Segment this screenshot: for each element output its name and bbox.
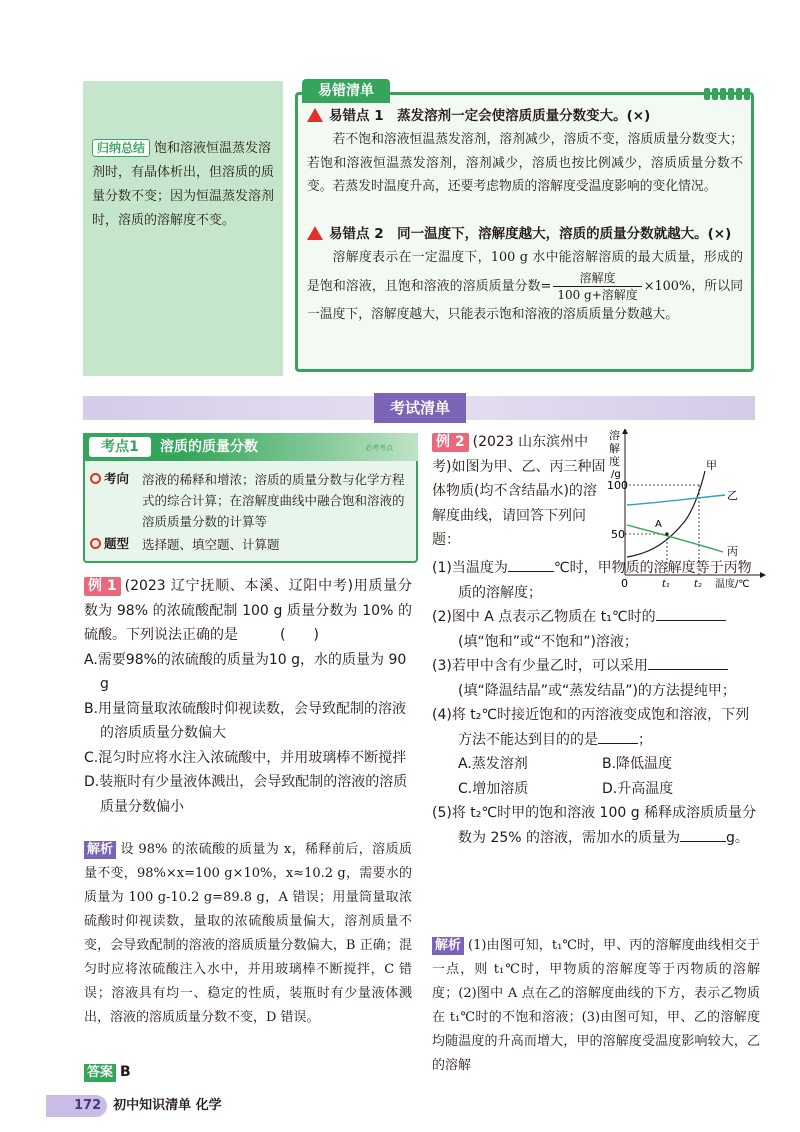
x-tick-t2: t₂: [694, 579, 703, 590]
page-number: 172: [46, 1095, 107, 1117]
question-5: [432, 801, 760, 850]
mistake-1-title: 易错点 1 蒸发溶剂一定会使溶质质量分数变大。(×): [329, 108, 651, 124]
exam-point-title: 溶质的质量分数: [160, 439, 258, 455]
example-2-analysis: [432, 934, 760, 1078]
example-2-analysis-text: (1)由图可知，t₁℃时，甲、丙的溶解度曲线相交于一点，则 t₁℃时，甲物质的溶解度等于丙物质的溶解度；(2)图中 A 点在乙的溶解度曲线的下方，表示乙物质在 t₁℃时的不饱和溶液；(3)由图可知，甲、乙的溶解度均随温度的升高而增大，甲的溶解度受温度影响较大，乙的溶解: [432, 938, 760, 1073]
example-1-answer: [84, 1062, 131, 1082]
example-1: [84, 574, 412, 819]
mistake-item-1: [307, 104, 743, 199]
must-test-badge: 必考考点: [365, 444, 393, 452]
option-a: A.蒸发溶剂: [458, 756, 528, 772]
answer-blank-2[interactable]: [656, 606, 726, 621]
example-1-tag: 例 1: [84, 577, 121, 596]
answer-blank-3[interactable]: [648, 655, 728, 670]
question-5-text-a: (5)将 t₂℃时甲的饱和溶液 100 g 稀释成溶质质量分数为 25% 的溶液，需加水的质量为: [432, 805, 757, 846]
example-2-intro: [432, 430, 607, 553]
x-axis-label: 温度/℃: [715, 579, 750, 590]
mistake-2-title: 易错点 2 同一温度下，溶解度越大，溶质的质量分数就越大。(×): [329, 226, 732, 242]
bullet-icon: [90, 538, 101, 549]
answer-blank-5[interactable]: [680, 827, 726, 842]
example-1-option-a: A.需要98%的浓硫酸的质量为10 g，水的质量为 90 g: [84, 651, 407, 692]
example-1-answer-value: B: [120, 1064, 131, 1080]
bullet-icon: [90, 473, 101, 484]
series-jia-line: [627, 471, 705, 557]
y-axis-label-3: 度: [609, 455, 620, 468]
example-1-option-d: D.装瓶时有少量液体溅出，会导致配制的溶液的溶质质量分数偏小: [84, 774, 408, 815]
question-4: [432, 703, 760, 752]
analysis-tag: 解析: [84, 841, 116, 859]
question-type-label: 题型: [104, 536, 130, 551]
exam-banner-title: 考试清单: [374, 393, 466, 423]
example-2-intro-text: (2023 山东滨州中考)如图为甲、乙、丙三种固体物质(均不含结晶水)的溶解度曲线，请回答下列问题：: [432, 434, 606, 548]
question-5-text-b: g。: [726, 829, 749, 846]
mass-fraction-formula: [553, 270, 641, 303]
question-1-text-b: ℃时，甲物质的溶解度等于丙物质的溶解度；: [458, 560, 752, 601]
point-a-marker: [665, 532, 668, 535]
option-c: C.增加溶质: [458, 780, 529, 797]
formula-numerator: 溶解度: [553, 270, 641, 287]
page-footer: [46, 1094, 222, 1116]
mistake-1-body: 若不饱和溶液恒温蒸发溶剂，溶剂减少，溶质不变，溶质质量分数变大；若饱和溶液恒温蒸发溶剂，溶剂减少，溶质也按比例减少，溶质质量分数不变。若蒸发时温度升高，还要考虑物质的溶解度受温度影响的变化情况。: [307, 132, 743, 194]
question-4-text-a: (4)将 t₂℃时接近饱和的丙溶液变成饱和溶液，下列方法不能达到目的的是: [432, 707, 750, 748]
series-yi-line: [627, 495, 725, 505]
example-1-stem: (2023 辽宁抚顺、本溪、辽阳中考)用质量分数为 98% 的浓硫酸配制 100 g 质量分数为 10% 的硫酸。下列说法正确的是 ( ): [84, 578, 412, 643]
mistakes-tab: 易错清单: [302, 79, 390, 103]
question-3-text-a: (3)若甲中含有少量乙时，可以采用: [432, 658, 648, 674]
warning-icon: [307, 226, 323, 240]
exam-direction-label: 考向: [104, 471, 130, 486]
question-2-text-a: (2)图中 A 点表示乙物质在 t₁℃时的: [432, 609, 656, 625]
exam-direction-label-wrap: [90, 469, 142, 532]
question-2-text-b: (填“饱和”或“不饱和”)溶液；: [458, 633, 638, 650]
question-3-text-b: (填“降温结晶”或“蒸发结晶”)的方法提纯甲；: [458, 682, 736, 699]
y-tick-50: 50: [611, 528, 625, 541]
question-3: [432, 654, 760, 703]
formula-denominator: 100 g+溶解度: [557, 287, 638, 302]
answer-blank-1[interactable]: [508, 557, 554, 572]
y-axis-unit: /g: [611, 469, 621, 480]
summary-text: 饱和溶液恒温蒸发溶剂时，有晶体析出，但溶质的质量分数不变；因为恒温蒸发溶剂时，溶质的溶解度不变。: [92, 141, 275, 228]
series-bing-line: [627, 525, 723, 552]
example-1-analysis-text: 设 98% 的浓硫酸的质量为 x，稀释前后，溶质质量不变，98%×x=100 g×10%，x≈10.2 g，需要水的质量为 100 g-10.2 g=89.8 g，A 错误；用量筒量取浓硫酸时仰视读数，量取的浓硫酸质量偏大，溶剂质量不变，会导致配制的溶液的溶质质量分数偏大，B 正确；混匀时应将浓硫酸注入水中，并用玻璃棒不断搅拌，C 错误；溶液具有均一、稳定的性质，装瓶时有少量液体溅出，溶液的溶质质量分数不变，D 错误。: [84, 842, 412, 1025]
example-1-option-b: B.用量筒量取浓硫酸时仰视读数，会导致配制的溶液的溶质质量分数偏大: [84, 700, 407, 741]
exam-direction-text: 溶液的稀释和增浓；溶质的质量分数与化学方程式的综合计算；在溶解度曲线中融合饱和溶液的溶质质量分数的计算等: [142, 472, 405, 529]
book-title: 初中知识清单 化学: [113, 1098, 222, 1113]
example-1-stem-row: [84, 574, 412, 648]
mistake-2-body: [307, 246, 743, 326]
series-bing-label: 丙: [727, 545, 738, 558]
x-tick-0: 0: [621, 577, 628, 590]
answer-blank-4[interactable]: [598, 729, 638, 744]
question-type-text: 选择题、填空题、计算题: [142, 537, 280, 552]
example-2-tag: 例 2: [432, 433, 469, 452]
mistake-2-title-row: [307, 222, 743, 242]
y-axis-label-2: 解: [609, 442, 620, 455]
y-axis-label-1: 溶: [609, 429, 620, 442]
example-1-analysis: [84, 838, 412, 1030]
mistake-2-body-b: ×100%，所以同一温度下，溶解度越大，只能表示饱和溶液的溶质质量分数越大。: [307, 278, 743, 322]
warning-icon: [307, 108, 323, 122]
question-4-text-b: ；: [638, 731, 652, 748]
example-2-questions: [432, 556, 760, 850]
x-tick-t1: t₁: [662, 579, 671, 590]
option-b: B.降低温度: [602, 756, 673, 772]
mistake-2-body-a: 溶解度表示在一定温度下，100 g 水中能溶解溶质的最大质量，形成的是饱和溶液，且饱和溶液的溶质质量分数=: [307, 250, 743, 294]
mistake-item-2: [307, 222, 743, 326]
summary-text-block: [92, 137, 277, 233]
question-type-label-wrap: [90, 534, 142, 555]
point-a-label: A: [655, 519, 662, 530]
analysis-tag: 解析: [432, 937, 464, 955]
option-d: D.升高温度: [602, 780, 674, 797]
series-yi-label: 乙: [727, 489, 738, 502]
exam-direction-row: [90, 469, 412, 555]
series-jia-label: 甲: [706, 459, 717, 472]
question-1-text-a: (1)当温度为: [432, 560, 508, 576]
decor-dots: [704, 85, 752, 104]
question-4-options: [432, 752, 760, 801]
summary-tag: 归纳总结: [92, 139, 150, 157]
question-2: [432, 605, 760, 654]
answer-tag: 答案: [84, 1064, 116, 1082]
y-tick-100: 100: [607, 479, 628, 492]
exam-point-label: 考点1: [89, 437, 151, 457]
mistake-1-title-row: [307, 104, 743, 124]
example-1-option-c: C.混匀时应将水注入浓硫酸中，并用玻璃棒不断搅拌: [84, 749, 407, 766]
question-1: [432, 556, 760, 605]
